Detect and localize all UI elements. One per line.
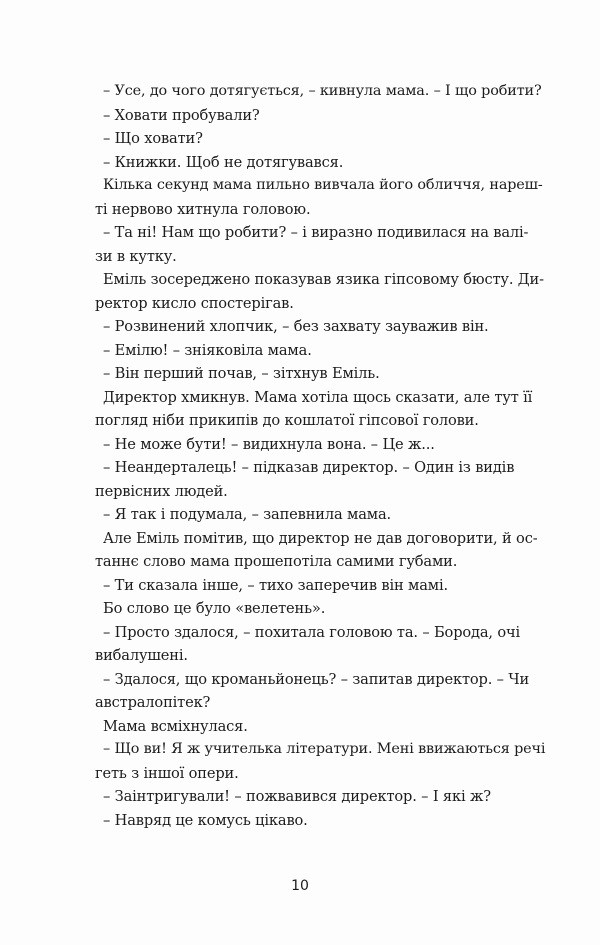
text-line: – Що ховати?	[103, 130, 203, 147]
text-line: – Навряд це комусь цікаво.	[103, 811, 308, 829]
text-line: – Ховати пробували?	[103, 106, 260, 124]
text-line: – Усе, до чого дотягується, – кивнула мама. – І що робити?	[103, 83, 542, 99]
text-line: – Емілю! – зніяковіла мама.	[103, 341, 312, 359]
page-number: 10	[291, 878, 309, 894]
text-line: – Він перший почав, – зітхнув Еміль.	[103, 365, 380, 382]
text-line: Бо слово це було «велетень».	[103, 600, 326, 617]
text-line: – Здалося, що кроманьйонець? – запитав директор. – Чи	[103, 670, 530, 688]
text-line: – Не може бути! – видихнула вона. – Це ж...	[103, 435, 435, 453]
text-line: – Що ви! Я ж учителька літератури. Мені ввижаються речі	[103, 741, 546, 757]
text-line: – Я так і подумала, – запевнила мама.	[103, 506, 392, 523]
text-line: Але Еміль помітив, що директор не дав договорити, й ос-	[103, 529, 538, 547]
text-line: первісних людей.	[95, 482, 228, 500]
text-line: зи в кутку.	[95, 247, 177, 265]
text-line: Еміль зосереджено показував язика гіпсовому бюсту. Ди-	[103, 271, 544, 288]
text-line: Мама всміхнулася.	[103, 717, 248, 735]
text-line: – Заінтригували! – пожвавився директор. – І які ж?	[103, 788, 491, 805]
text-line: – Та ні! Нам що робити? – і виразно подивилася на валі-	[103, 224, 529, 241]
page-body-text	[95, 80, 545, 832]
text-line: ті нервово хитнула головою.	[95, 200, 311, 218]
text-line: таннє слово мама прошепотіла самими губами.	[95, 553, 458, 570]
text-line: – Неандерталець! – підказав директор. – Один із видів	[103, 459, 515, 476]
text-line: геть з іншої опери.	[95, 764, 239, 782]
text-line: погляд ніби прикипів до кошлатої гіпсової голови.	[95, 412, 479, 429]
text-line: вибалушені.	[95, 647, 188, 664]
text-line: – Книжки. Щоб не дотягувався.	[103, 153, 344, 171]
text-line: – Розвинений хлопчик, – без захвату зауважив він.	[103, 318, 489, 335]
text-line: ректор кисло спостерігав.	[95, 294, 294, 312]
text-line: – Просто здалося, – похитала головою та. – Борода, очі	[103, 623, 521, 641]
text-line: Директор хмикнув. Мама хотіла щось сказати, але тут її	[103, 388, 533, 406]
text-line: австралопітек?	[95, 694, 211, 711]
text-line: – Ти сказала інше, – тихо заперечив він мамі.	[103, 576, 449, 594]
text-line: Кілька секунд мама пильно вивчала його обличчя, нареш-	[103, 177, 543, 193]
